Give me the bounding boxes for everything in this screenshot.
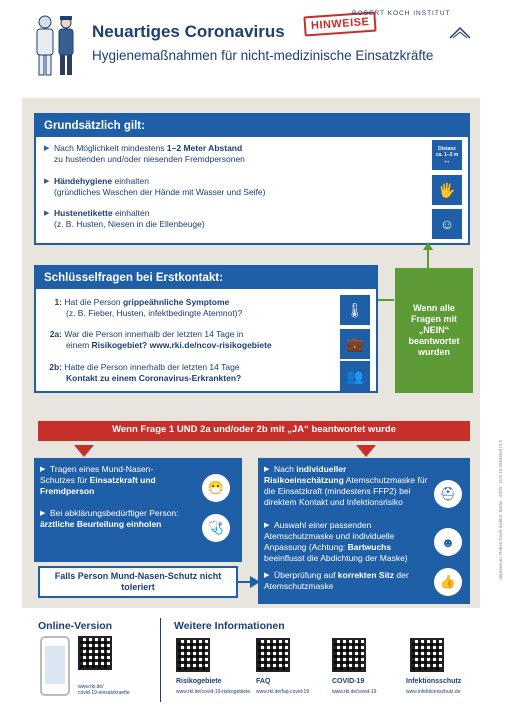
question-text: Hat die Person <box>64 297 123 307</box>
distance-icon <box>432 140 462 170</box>
sneeze-icon: ☺ <box>432 209 462 239</box>
question-text: Hatte die Person innerhalb der letzten 14 Tage <box>64 362 240 372</box>
double-arrow-icon: ↔ <box>443 156 451 165</box>
distance-icon-value: ca. 1–2 m <box>435 152 459 158</box>
link-url[interactable]: www.rki.de/covid-19 <box>332 689 377 695</box>
question-item <box>42 329 332 351</box>
question-detail: (z. B. Fieber, Husten, infektbedingte Atemnot)? <box>66 308 243 318</box>
online-url-line-1: www.rki.de/ <box>78 684 104 690</box>
basics-item-text: einhalten <box>112 208 150 218</box>
bearded-face-icon: ☻ <box>434 528 462 556</box>
triangle-bullet-icon: ▶ <box>264 466 270 473</box>
qr-code-risikogebiete[interactable] <box>176 638 210 672</box>
qr-code-faq[interactable] <box>256 638 290 672</box>
triangle-bullet-icon: ▶ <box>264 522 270 529</box>
basics-item-bold: Hustenetikette <box>54 208 113 218</box>
link-url[interactable]: www.infektionsschutz.de <box>406 689 461 695</box>
right-actions-box <box>258 458 470 604</box>
questions-box <box>34 265 378 393</box>
right-action-text: beeinflusst die Abdichtung der Maske) <box>264 553 408 563</box>
question-text: einem <box>66 340 92 350</box>
basics-item <box>44 143 404 165</box>
left-action-text: Tragen eines Mund-Nasen-Schutzes für <box>40 464 154 485</box>
right-action-item <box>264 570 428 592</box>
question-item <box>42 297 332 319</box>
left-action-item <box>40 508 180 530</box>
yes-alert-bar: Wenn Frage 1 UND 2a und/oder 2b mit „JA“ beantwortet wurde <box>38 421 470 441</box>
thumbs-up-icon: 👍 <box>434 568 462 596</box>
online-url-line-2: covid-19-einsatzkraefte <box>78 690 130 696</box>
right-action-text: Nach <box>274 464 297 474</box>
question-item <box>42 362 332 384</box>
rki-logo-icon <box>448 24 472 42</box>
qr-code-online[interactable] <box>78 636 112 670</box>
question-number: 2b: <box>49 362 62 372</box>
responders-illustration <box>34 14 78 78</box>
basics-item-bold: Händehygiene <box>54 176 113 186</box>
online-version-heading: Online-Version <box>38 620 113 632</box>
question-bold: Risikogebiet? www.rki.de/ncov-risikogebiete <box>91 340 272 350</box>
basics-item-text: Nach Möglichkeit mindestens <box>54 143 167 153</box>
link-url[interactable]: www.rki.de/faq-covid-19 <box>256 689 310 695</box>
imprint-side-text: Impressum: Robert Koch-Institut, Berlin · 2020 · DOI 10.25646/6474.2 <box>498 440 503 580</box>
respirator-mask-icon: ⛑ <box>434 480 462 508</box>
right-action-text: der Atemschutzmaske <box>264 570 409 591</box>
left-action-text: Bei abklärungsbedürftiger Person: <box>50 508 179 518</box>
basics-item <box>44 208 404 230</box>
fallback-text: Falls Person Mund-Nasen-Schutz nicht toleriert <box>54 571 222 592</box>
contact-persons-icon: 👥 <box>340 361 370 391</box>
link-url[interactable]: www.rki.de/covid-19-risikogebiete <box>176 689 251 695</box>
link-label[interactable]: Infektionsschutz <box>406 678 462 685</box>
triangle-bullet-icon: ▶ <box>264 572 270 579</box>
triangle-bullet-icon: ▶ <box>44 210 50 217</box>
right-action-text: Atemschutzmaske für die Einsatzkraft (mindestens FFP2) bei direktem Kontakt und Infektionsrisiko <box>264 475 428 507</box>
left-actions-box <box>34 458 242 562</box>
all-no-text: Wenn alle Fragen mit „NEIN“ beantwortet wurden <box>408 303 460 357</box>
basics-item-detail: (gründliches Waschen der Hände mit Wasser und Seife) <box>54 187 266 197</box>
question-number: 1: <box>54 297 62 307</box>
handwashing-icon: 🖐 <box>432 175 462 205</box>
right-action-bold: korrekten Sitz <box>337 570 395 580</box>
link-label[interactable]: Risikogebiete <box>176 678 222 685</box>
qr-code-covid19[interactable] <box>332 638 366 672</box>
question-bold: grippeähnliche Symptome <box>122 297 230 307</box>
questions-heading: Schlüsselfragen bei Erstkontakt: <box>36 267 376 289</box>
page-title: Neuartiges Coronavirus <box>92 22 285 41</box>
basics-item <box>44 176 404 198</box>
page-subtitle: Hygienemaßnahmen für nicht-medizinische Einsatzkräfte <box>92 48 434 63</box>
more-info-heading: Weitere Informationen <box>174 620 285 632</box>
basics-box <box>34 113 470 245</box>
thermometer-icon: 🌡 <box>340 295 370 325</box>
triangle-bullet-icon: ▶ <box>40 466 46 473</box>
basics-item-bold: 1–2 Meter Abstand <box>166 143 243 153</box>
triangle-bullet-icon: ▶ <box>40 510 46 517</box>
qr-code-infektionsschutz[interactable] <box>410 638 444 672</box>
right-action-item <box>264 520 428 564</box>
all-no-box <box>395 268 473 393</box>
right-action-bold: individueller Risikoeinschätzung <box>264 464 347 485</box>
phone-image <box>40 636 70 696</box>
link-label[interactable]: COVID-19 <box>332 678 365 685</box>
org-name: ROBERT KOCH INSTITUT <box>352 10 451 17</box>
face-mask-icon: 😷 <box>202 474 230 502</box>
question-bold: Kontakt zu einem Coronavirus-Erkrankten? <box>66 373 242 383</box>
stethoscope-icon: 🩺 <box>202 514 230 542</box>
question-text: War die Person innerhalb der letzten 14 Tage in <box>64 329 244 339</box>
question-number: 2a: <box>49 329 62 339</box>
left-action-item <box>40 464 180 497</box>
right-action-text: Überprüfung auf <box>274 570 338 580</box>
basics-item-detail: zu hustenden und/oder niesenden Fremdpersonen <box>54 154 245 164</box>
triangle-bullet-icon: ▶ <box>44 145 50 152</box>
fallback-box <box>38 566 238 598</box>
right-action-text: Auswahl einer passenden Atemschutzmaske und individuelle Anpassung (Achtung: <box>264 520 395 552</box>
right-action-item <box>264 464 428 508</box>
triangle-bullet-icon: ▶ <box>44 178 50 185</box>
basics-heading: Grundsätzlich gilt: <box>36 115 468 137</box>
left-action-bold: Einsatzkraft und Fremdperson <box>40 475 156 496</box>
left-action-bold: ärztliche Beurteilung einholen <box>40 519 162 529</box>
right-action-bold: Bartwuchs <box>347 542 392 552</box>
online-url[interactable] <box>78 684 130 696</box>
distance-icon-label: Distanz <box>438 146 456 152</box>
basics-item-detail: (z. B. Husten, Niesen in die Ellenbeuge) <box>54 219 205 229</box>
link-label[interactable]: FAQ <box>256 678 271 685</box>
hinweise-stamp: HINWEISE <box>303 11 377 36</box>
footer-divider <box>160 618 161 702</box>
basics-item-text: einhalten <box>112 176 149 186</box>
suitcase-icon: 💼 <box>340 329 370 359</box>
